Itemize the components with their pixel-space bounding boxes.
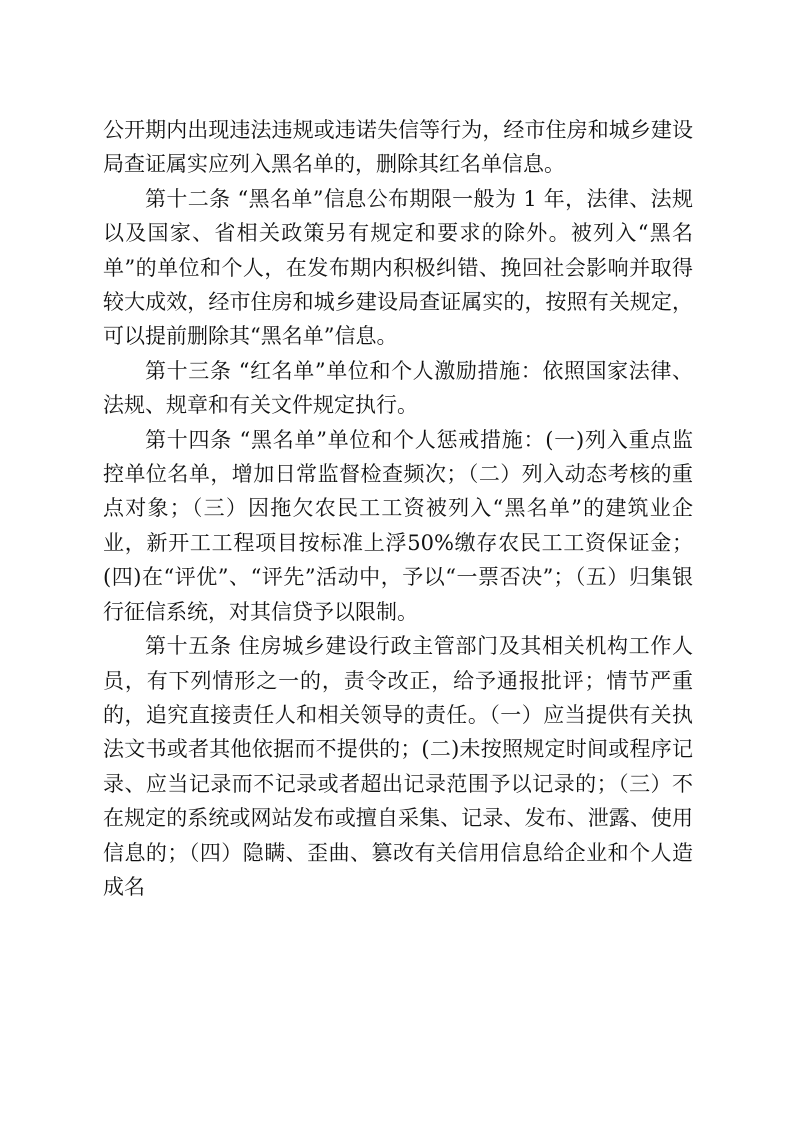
paragraph-article-14: 第十四条 “黑名单”单位和个人惩戒措施：(一)列入重点监控单位名单，增加日常监督检查频次；（二）列入动态考核的重点对象；（三）因拖欠农民工工资被列入“黑名单”的建筑业企业，新开工工程项目按标准上浮50%缴存农民工工资保证金；(四)在“评优”、“评先”活动中，予以“一票否决”；（五）归集银行征信系统，对其信贷予以限制。 xyxy=(103,427,693,624)
paragraph-article-13: 第十三条 “红名单”单位和个人激励措施：依照国家法律、法规、规章和有关文件规定执行。 xyxy=(103,358,693,418)
document-body xyxy=(103,113,693,904)
paragraph-article-15: 第十五条 住房城乡建设行政主管部门及其相关机构工作人员，有下列情形之一的，责令改正，给予通报批评；情节严重的，追究直接责任人和相关领导的责任。（一）应当提供有关执法文书或者其他依据而不提供的；(二)未按照规定时间或程序记录、应当记录而不记录或者超出记录范围予以记录的；（三）不在规定的系统或网站发布或擅自采集、记录、发布、泄露、使用信息的；（四）隐瞒、歪曲、篡改有关信用信息给企业和个人造成名 xyxy=(103,634,693,899)
paragraph-continuation: 公开期内出现违法违规或违诺失信等行为，经市住房和城乡建设局查证属实应列入黑名单的，删除其红名单信息。 xyxy=(103,118,693,177)
paragraph-article-12: 第十二条 “黑名单”信息公布期限一般为 1 年，法律、法规以及国家、省相关政策另有规定和要求的除外。被列入“黑名单”的单位和个人，在发布期内积极纠错、挽回社会影响并取得较大成效，经市住房和城乡建设局查证属实的，按照有关规定，可以提前删除其“黑名单”信息。 xyxy=(103,186,693,349)
